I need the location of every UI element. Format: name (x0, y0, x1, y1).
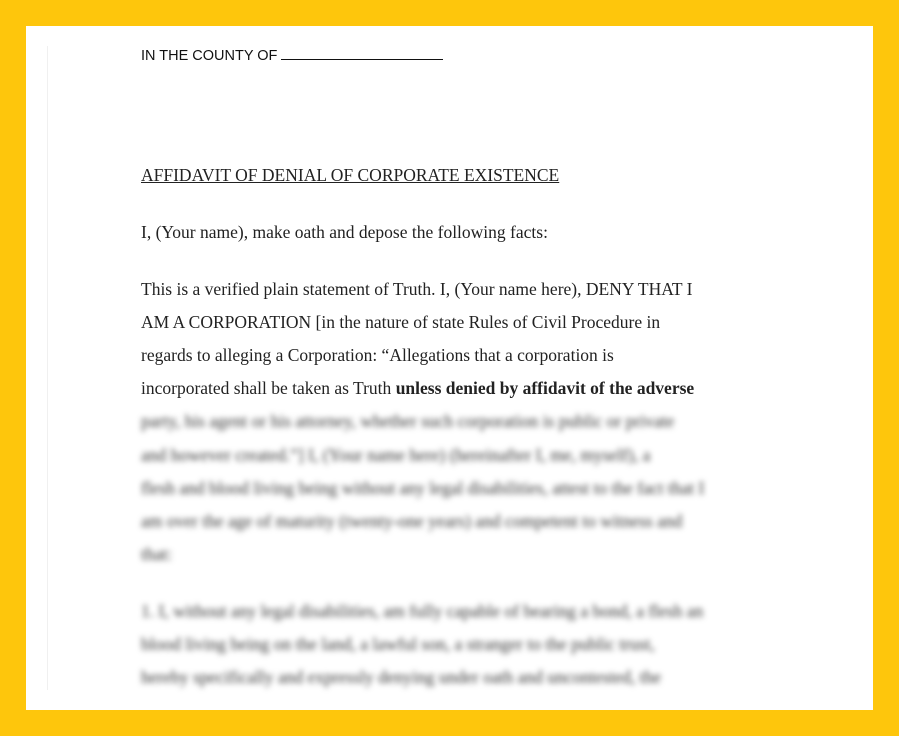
county-blank-field (281, 45, 443, 60)
para1-line: This is a verified plain statement of Truth. I, (Your name here), DENY THAT I (141, 279, 693, 299)
blurred-line: 1. I, without any legal disabilities, am fully capable of bearing a bond, a flesh an (141, 601, 704, 621)
document-title: AFFIDAVIT OF DENIAL OF CORPORATE EXISTENCE (141, 165, 560, 185)
county-line (141, 45, 443, 64)
blurred-line: and however created.”] I, (Your name here) (hereinafter I, me, myself), a (141, 445, 651, 465)
page-edge-divider (47, 46, 48, 690)
blurred-line: hereby specifically and expressly denying under oath and uncontested, the (141, 667, 661, 687)
para1-line4-text: incorporated shall be taken as Truth (141, 378, 396, 398)
para1-line: regards to alleging a Corporation: “Allegations that a corporation is (141, 345, 614, 365)
county-label: IN THE COUNTY OF (141, 48, 278, 64)
para1-line4-bold: unless denied by affidavit of the adverse (395, 378, 695, 398)
blurred-line: that: (141, 544, 173, 564)
blurred-line: am over the age of maturity (twenty-one years) and competent to witness and (141, 511, 683, 531)
document-page (26, 26, 873, 710)
para1-line (141, 377, 694, 399)
para1-line: AM A CORPORATION [in the nature of state Rules of Civil Procedure in (141, 312, 661, 332)
blurred-line: flesh and blood living being without any legal disabilities, attest to the fact that I (141, 478, 705, 498)
intro-line: I, (Your name), make oath and depose the following facts: (141, 222, 548, 242)
blurred-line: party, his agent or his attorney, whether such corporation is public or private (141, 411, 675, 431)
blurred-line: blood living being on the land, a lawful son, a stranger to the public trust, (141, 634, 655, 654)
